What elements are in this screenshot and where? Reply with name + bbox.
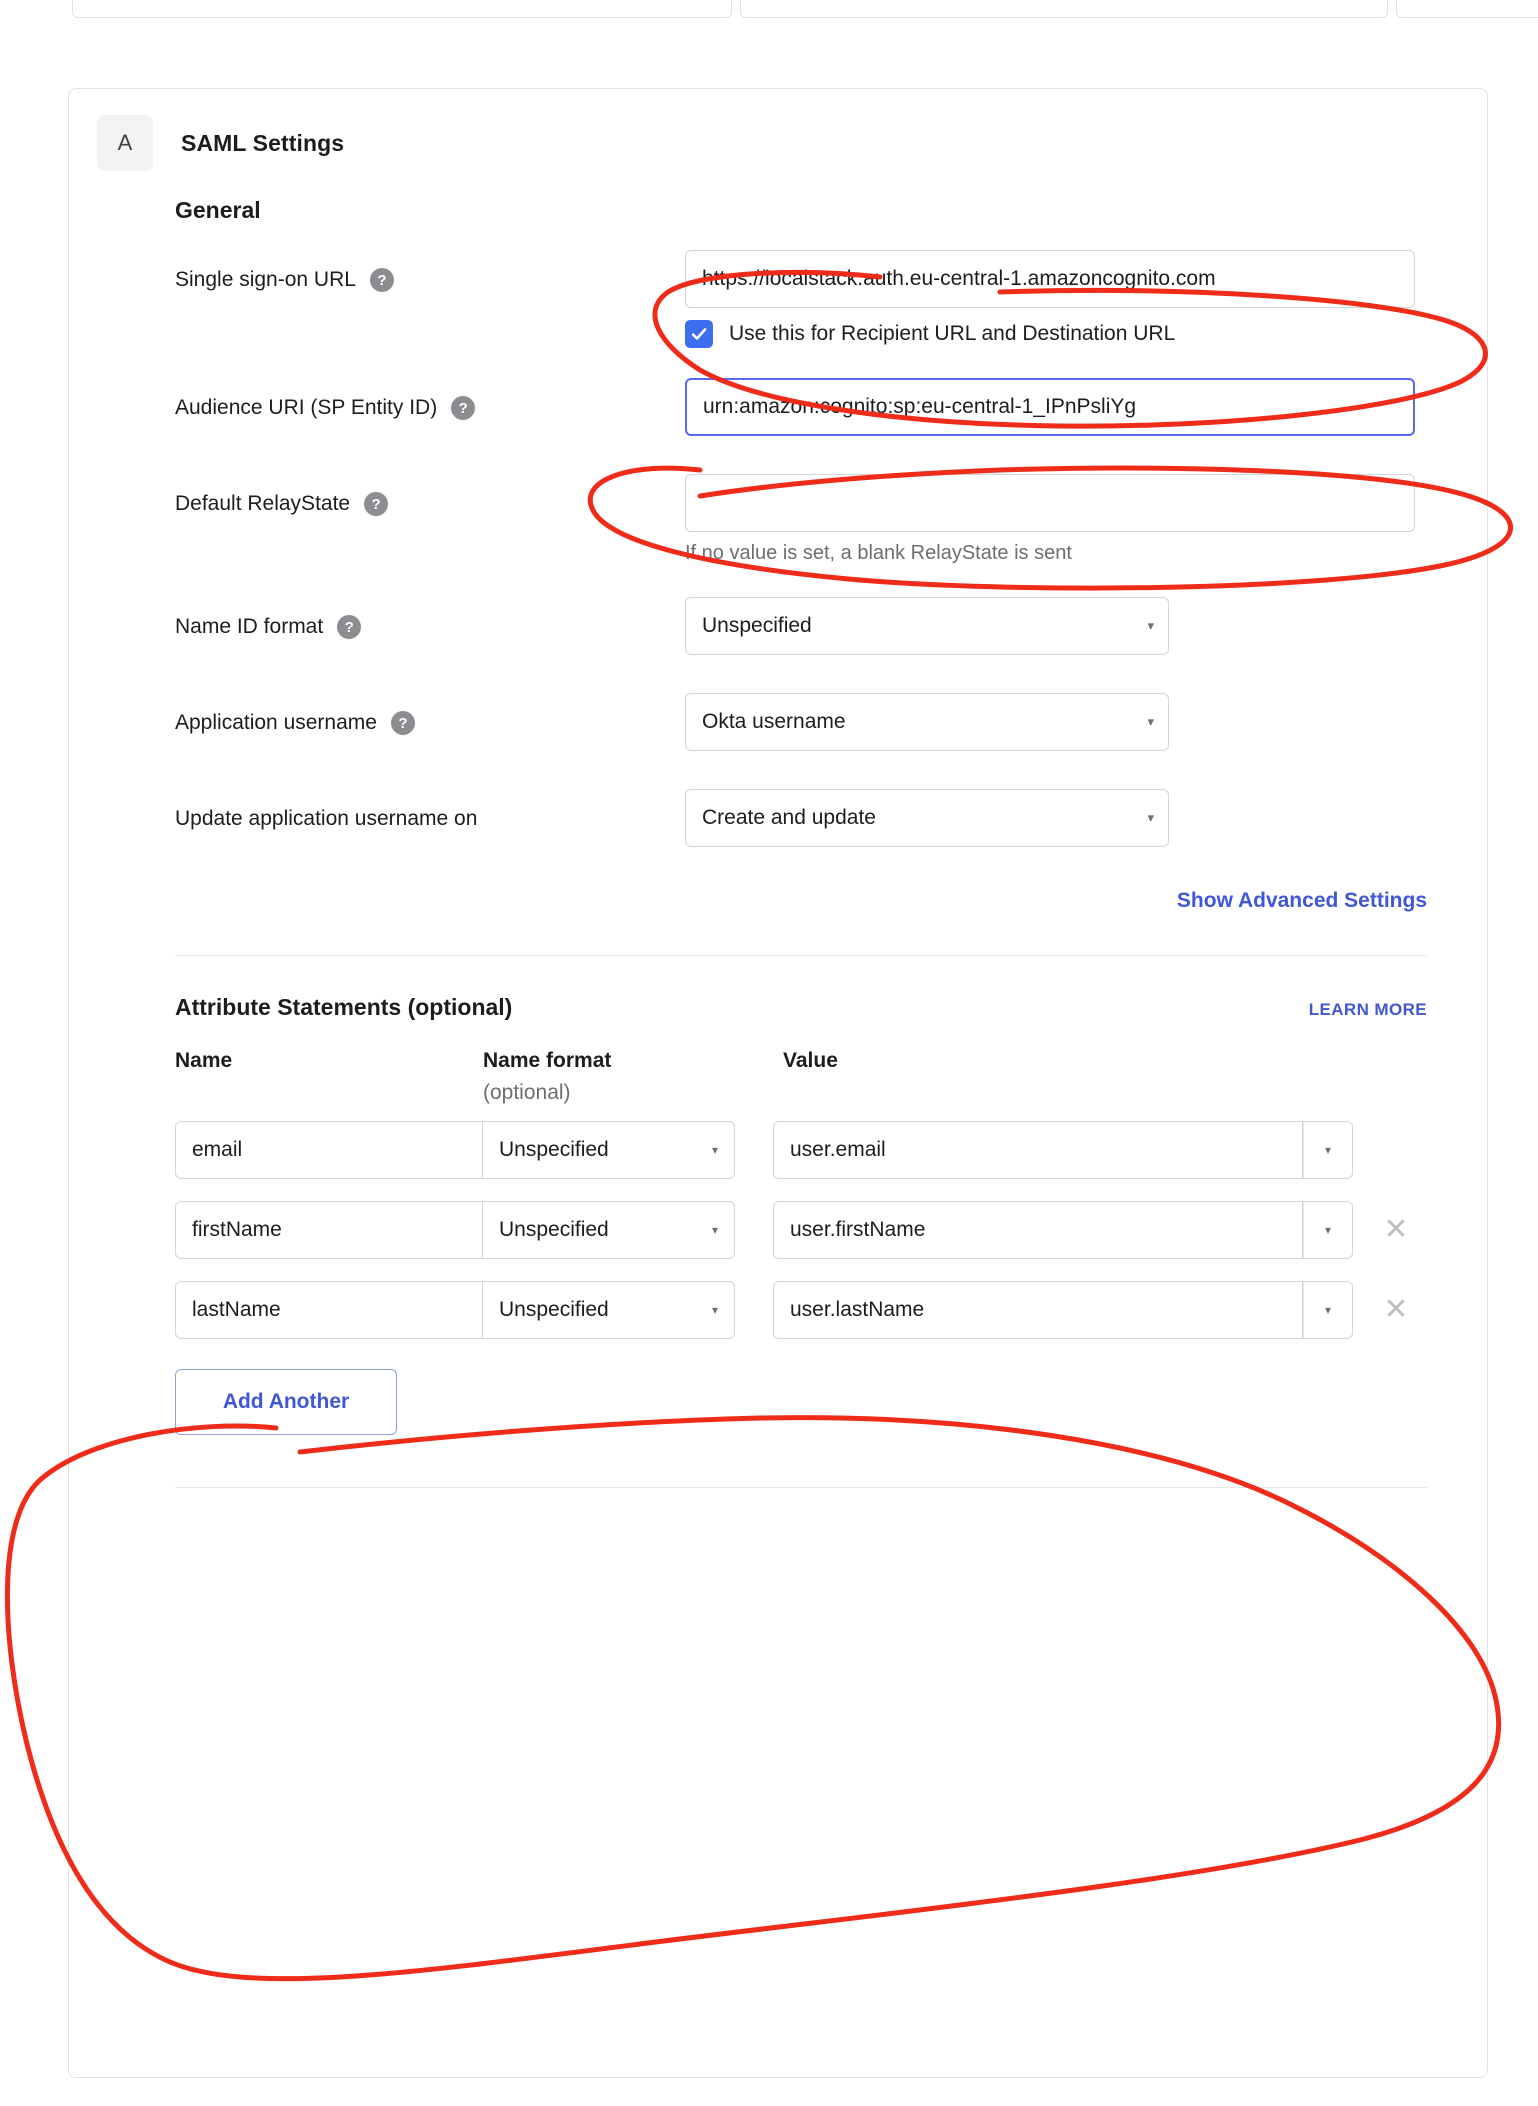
- help-icon[interactable]: ?: [370, 268, 394, 292]
- learn-more-link[interactable]: LEARN MORE: [1308, 1000, 1427, 1019]
- application-username-value: Okta username: [702, 710, 846, 733]
- field-audience-uri: [685, 378, 1487, 436]
- single-sign-on-url-input[interactable]: [685, 250, 1415, 308]
- attribute-statements-title: Attribute Statements (optional): [175, 994, 513, 1020]
- help-icon[interactable]: ?: [391, 711, 415, 735]
- column-header-value: Value: [783, 1049, 838, 1072]
- row-audience-uri: [69, 378, 1487, 442]
- label-text-single-sign-on-url: Single sign-on URL: [175, 268, 356, 291]
- table-row: [69, 1121, 1487, 1179]
- attribute-name-format-value: Unspecified: [499, 1218, 609, 1241]
- field-application-username: [685, 693, 1487, 751]
- recipient-destination-checkbox-row[interactable]: [685, 320, 1487, 348]
- table-row: [69, 1201, 1487, 1259]
- chevron-down-icon: ▾: [1147, 714, 1154, 729]
- label-single-sign-on-url: [175, 250, 685, 294]
- chevron-down-icon: ▾: [711, 1223, 718, 1237]
- field-update-application-username-on: [685, 789, 1487, 847]
- checkbox-checked-icon[interactable]: [685, 320, 713, 348]
- attribute-statements-header: [69, 956, 1487, 1021]
- chevron-down-icon: ▾: [1147, 810, 1154, 825]
- top-partial-row: [0, 0, 1538, 22]
- chevron-down-icon[interactable]: ▾: [1303, 1201, 1353, 1259]
- attribute-name-format-select[interactable]: [483, 1281, 735, 1339]
- column-header-name: Name: [175, 1049, 233, 1072]
- audience-uri-input[interactable]: [685, 378, 1415, 436]
- attribute-name-format-select[interactable]: [483, 1121, 735, 1179]
- general-section-heading: General: [175, 197, 261, 223]
- label-text-application-username: Application username: [175, 711, 377, 734]
- name-id-format-select[interactable]: [685, 597, 1169, 655]
- top-partial-field-1: [72, 0, 732, 18]
- chevron-down-icon: ▾: [1147, 618, 1154, 633]
- help-icon[interactable]: ?: [364, 492, 388, 516]
- attribute-value-group: [773, 1281, 1353, 1339]
- attribute-value-group: [773, 1201, 1353, 1259]
- attribute-name-input[interactable]: [175, 1281, 483, 1339]
- label-audience-uri: [175, 378, 685, 422]
- table-row: [69, 1281, 1487, 1339]
- top-partial-field-3: [1396, 0, 1538, 18]
- remove-row-icon[interactable]: ✕: [1383, 1293, 1409, 1326]
- row-name-id-format: [69, 597, 1487, 661]
- row-application-username: [69, 693, 1487, 757]
- attribute-value-input[interactable]: [773, 1121, 1303, 1179]
- attribute-table-header: [69, 1021, 1487, 1105]
- label-text-default-relaystate: Default RelayState: [175, 492, 351, 515]
- advanced-settings-row: [69, 889, 1487, 913]
- field-single-sign-on-url: [685, 250, 1487, 348]
- label-name-id-format: [175, 597, 685, 641]
- attribute-name-input[interactable]: [175, 1121, 483, 1179]
- attribute-name-format-value: Unspecified: [499, 1138, 609, 1161]
- chevron-down-icon[interactable]: ▾: [1303, 1281, 1353, 1339]
- help-icon[interactable]: ?: [337, 615, 361, 639]
- top-partial-field-2: [740, 0, 1388, 18]
- label-text-update-application-username-on: Update application username on: [175, 807, 478, 830]
- section-divider-bottom: [175, 1487, 1427, 1488]
- card-header: [69, 89, 1487, 175]
- row-single-sign-on-url: [69, 250, 1487, 348]
- column-header-name-format-text: Name format: [483, 1049, 612, 1072]
- general-form: [69, 250, 1487, 913]
- app-avatar: A: [97, 115, 153, 171]
- chevron-down-icon[interactable]: ▾: [1303, 1121, 1353, 1179]
- update-application-username-on-value: Create and update: [702, 806, 876, 829]
- chevron-down-icon: ▾: [711, 1143, 718, 1157]
- application-username-select[interactable]: [685, 693, 1169, 751]
- label-text-name-id-format: Name ID format: [175, 615, 324, 638]
- remove-row-icon: [1379, 1133, 1413, 1167]
- field-default-relaystate: [685, 474, 1487, 565]
- attribute-value-group: [773, 1121, 1353, 1179]
- label-update-application-username-on: [175, 789, 685, 833]
- default-relaystate-hint: If no value is set, a blank RelayState is sent: [685, 542, 1072, 564]
- remove-row-icon[interactable]: ✕: [1383, 1213, 1409, 1246]
- attribute-value-input[interactable]: [773, 1201, 1303, 1259]
- row-update-application-username-on: [69, 789, 1487, 853]
- attribute-name-format-value: Unspecified: [499, 1298, 609, 1321]
- field-name-id-format: [685, 597, 1487, 655]
- attribute-name-input[interactable]: [175, 1201, 483, 1259]
- update-application-username-on-select[interactable]: [685, 789, 1169, 847]
- checkbox-label: Use this for Recipient URL and Destination URL: [729, 322, 1176, 345]
- column-header-name-format-optional: (optional): [483, 1081, 571, 1104]
- help-icon[interactable]: ?: [451, 396, 475, 420]
- label-text-audience-uri: Audience URI (SP Entity ID): [175, 396, 438, 419]
- label-application-username: [175, 693, 685, 737]
- show-advanced-settings-link[interactable]: Show Advanced Settings: [1176, 889, 1427, 912]
- default-relaystate-input[interactable]: [685, 474, 1415, 532]
- add-another-button[interactable]: Add Another: [175, 1369, 397, 1435]
- attribute-value-input[interactable]: [773, 1281, 1303, 1339]
- name-id-format-value: Unspecified: [702, 614, 812, 637]
- saml-settings-card: [68, 88, 1488, 2078]
- row-default-relaystate: [69, 474, 1487, 565]
- column-header-name-format: [483, 1049, 735, 1105]
- chevron-down-icon: ▾: [711, 1303, 718, 1317]
- attribute-name-format-select[interactable]: [483, 1201, 735, 1259]
- label-default-relaystate: [175, 474, 685, 518]
- page-title: SAML Settings: [181, 129, 345, 156]
